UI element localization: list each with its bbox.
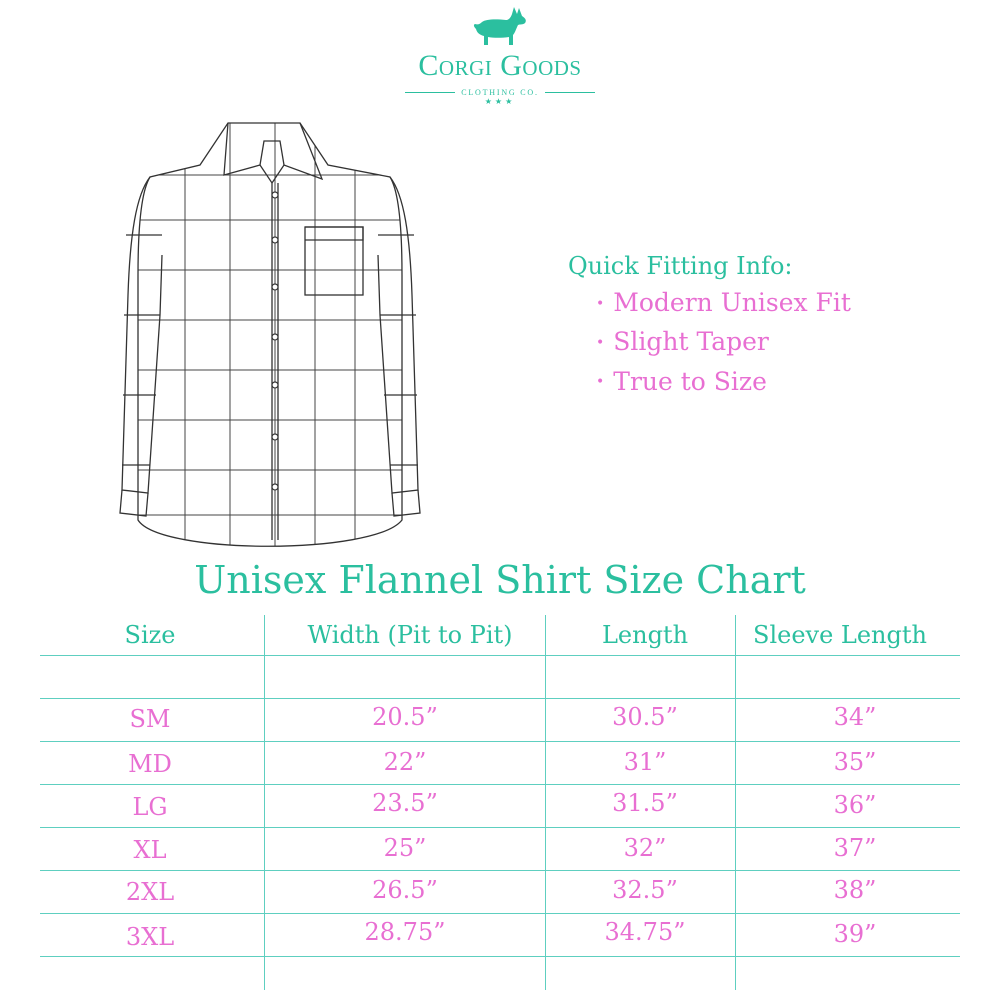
- cell-sleeve-length: 35”: [833, 748, 877, 776]
- header-size: Size: [124, 621, 176, 649]
- cell-size: LG: [132, 793, 168, 821]
- fitting-info-list: [568, 284, 968, 402]
- header-width: Width (Pit to Pit): [307, 621, 513, 649]
- cell-width: 22”: [383, 748, 427, 776]
- fitting-info-title: Quick Fitting Info:: [568, 252, 793, 280]
- cell-length: 31”: [623, 748, 667, 776]
- bullet-icon: •: [596, 295, 605, 312]
- flannel-shirt-illustration: [100, 115, 440, 555]
- divider: [545, 92, 595, 93]
- cell-sleeve-length: 38”: [833, 876, 877, 904]
- chart-title: Unisex Flannel Shirt Size Chart: [194, 558, 806, 602]
- brand-name: Corgi Goods: [418, 49, 582, 82]
- fitting-info: [568, 248, 968, 402]
- cell-width: 25”: [383, 834, 427, 862]
- cell-size: MD: [128, 750, 172, 778]
- column-divider: [545, 615, 546, 990]
- brand-stars: ★★★: [484, 97, 516, 106]
- cell-width: 20.5”: [372, 703, 438, 731]
- cell-width: 28.75”: [364, 918, 446, 946]
- corgi-dog-icon: [472, 5, 528, 49]
- cell-size: 2XL: [125, 878, 175, 906]
- fitting-info-item-text: True to Size: [613, 366, 767, 396]
- divider: [405, 92, 455, 93]
- fitting-info-item-text: Modern Unisex Fit: [613, 288, 851, 317]
- bullet-icon: •: [596, 374, 605, 391]
- header-length: Length: [601, 621, 689, 649]
- cell-sleeve-length: 37”: [833, 834, 877, 862]
- header-sleeve-length: Sleeve Length: [753, 621, 927, 649]
- fitting-info-item: [596, 284, 968, 323]
- cell-length: 31.5”: [612, 789, 678, 817]
- cell-sleeve-length: 36”: [833, 791, 877, 819]
- fitting-info-item-text: Slight Taper: [613, 327, 769, 357]
- cell-length: 30.5”: [612, 703, 678, 731]
- cell-length: 32”: [623, 834, 667, 862]
- cell-width: 23.5”: [372, 789, 438, 817]
- cell-size: 3XL: [125, 923, 175, 951]
- cell-sleeve-length: 39”: [833, 920, 877, 948]
- size-table: [0, 610, 1000, 1000]
- bullet-icon: •: [596, 335, 605, 351]
- brand-subtitle: CLOTHING CO.: [461, 87, 539, 97]
- cell-size: SM: [129, 705, 171, 733]
- cell-length: 34.75”: [604, 918, 686, 946]
- cell-width: 26.5”: [372, 876, 438, 904]
- fitting-info-item: [596, 363, 968, 402]
- cell-length: 32.5”: [612, 876, 678, 904]
- column-divider: [264, 615, 265, 990]
- brand-logo: [380, 5, 620, 110]
- cell-size: XL: [133, 836, 167, 864]
- fitting-info-item: [596, 323, 968, 362]
- cell-sleeve-length: 34”: [833, 703, 877, 731]
